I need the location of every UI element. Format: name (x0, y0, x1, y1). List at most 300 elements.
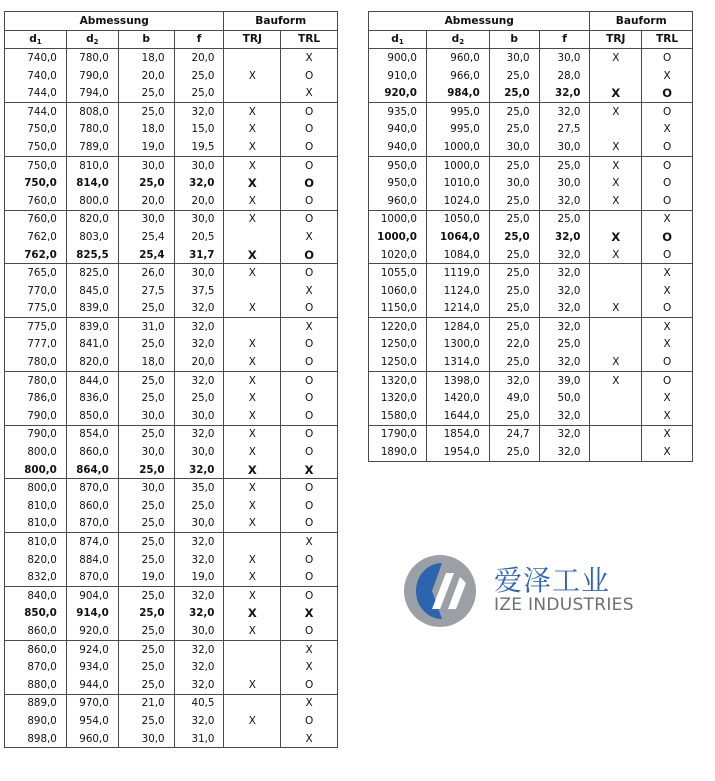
cell-d2: 984,0 (426, 84, 489, 102)
cell-d1: 889,0 (5, 694, 67, 712)
header-trl: TRL (642, 30, 693, 49)
cell-trl: O (642, 102, 693, 120)
dimension-table-right (368, 11, 693, 462)
cell-trl: O (281, 192, 338, 210)
cell-f: 32,0 (174, 336, 224, 354)
table-row (5, 694, 338, 712)
cell-trl: O (281, 210, 338, 228)
cell-b: 18,0 (118, 353, 174, 371)
cell-d1: 1000,0 (369, 228, 427, 246)
table-row (5, 497, 338, 515)
cell-trl: O (281, 389, 338, 407)
cell-trl: X (281, 228, 338, 246)
cell-b: 25,0 (118, 174, 174, 192)
cell-d2: 844,0 (66, 371, 118, 389)
table-row (369, 443, 693, 461)
cell-trj (224, 730, 281, 748)
cell-f: 30,0 (174, 622, 224, 640)
cell-d2: 789,0 (66, 138, 118, 156)
cell-d1: 940,0 (369, 138, 427, 156)
cell-d2: 995,0 (426, 121, 489, 139)
cell-d2: 870,0 (66, 568, 118, 586)
cell-b: 30,0 (118, 407, 174, 425)
cell-trl: X (642, 67, 693, 85)
cell-f: 32,0 (539, 84, 590, 102)
cell-f: 28,0 (539, 67, 590, 85)
cell-d2: 966,0 (426, 67, 489, 85)
cell-trl: X (642, 318, 693, 336)
cell-trl: O (281, 138, 338, 156)
cell-trj: X (590, 84, 642, 102)
table-row (369, 228, 693, 246)
cell-b: 30,0 (118, 443, 174, 461)
cell-d1: 1790,0 (369, 425, 427, 443)
table-row (369, 300, 693, 318)
cell-d1: 740,0 (5, 49, 67, 67)
cell-b: 25,0 (118, 658, 174, 676)
cell-f: 32,0 (539, 282, 590, 300)
cell-b: 25,0 (118, 371, 174, 389)
cell-trj: X (224, 497, 281, 515)
cell-b: 30,0 (118, 730, 174, 748)
cell-b: 18,0 (118, 121, 174, 139)
cell-b: 25,0 (118, 300, 174, 318)
table-row (5, 156, 338, 174)
cell-d1: 820,0 (5, 551, 67, 569)
cell-b: 25,0 (118, 551, 174, 569)
cell-b: 25,0 (489, 210, 539, 228)
cell-b: 25,0 (118, 622, 174, 640)
cell-d1: 750,0 (5, 174, 67, 192)
table-row (5, 605, 338, 623)
table-row (369, 336, 693, 354)
cell-d1: 920,0 (369, 84, 427, 102)
cell-trj: X (224, 336, 281, 354)
cell-f: 20,0 (174, 49, 224, 67)
cell-d1: 750,0 (5, 138, 67, 156)
cell-trj (590, 318, 642, 336)
cell-d2: 808,0 (66, 102, 118, 120)
cell-f: 32,0 (174, 102, 224, 120)
cell-b: 27,5 (118, 282, 174, 300)
cell-f: 25,0 (539, 156, 590, 174)
table-row (5, 407, 338, 425)
cell-trl: O (642, 300, 693, 318)
cell-f: 30,0 (539, 49, 590, 67)
cell-trj: X (224, 264, 281, 282)
cell-d1: 775,0 (5, 318, 67, 336)
cell-d2: 944,0 (66, 676, 118, 694)
cell-b: 25,0 (118, 336, 174, 354)
cell-trj: X (224, 479, 281, 497)
cell-d2: 854,0 (66, 425, 118, 443)
cell-f: 30,0 (539, 174, 590, 192)
cell-d2: 1024,0 (426, 192, 489, 210)
cell-trj: X (224, 174, 281, 192)
cell-trj: X (224, 210, 281, 228)
cell-f: 32,0 (539, 443, 590, 461)
cell-f: 32,0 (174, 425, 224, 443)
cell-d2: 1314,0 (426, 353, 489, 371)
cell-d2: 780,0 (66, 49, 118, 67)
cell-trl: O (281, 497, 338, 515)
cell-trl: O (642, 174, 693, 192)
cell-b: 31,0 (118, 318, 174, 336)
table-row (5, 640, 338, 658)
table-row (5, 300, 338, 318)
cell-trj (590, 443, 642, 461)
cell-f: 32,0 (174, 658, 224, 676)
cell-trj: X (224, 371, 281, 389)
cell-b: 21,0 (118, 694, 174, 712)
cell-trj: X (224, 121, 281, 139)
cell-f: 20,0 (174, 353, 224, 371)
cell-d2: 1124,0 (426, 282, 489, 300)
cell-trj (590, 407, 642, 425)
table-row (369, 174, 693, 192)
cell-d2: 924,0 (66, 640, 118, 658)
cell-trl: X (642, 425, 693, 443)
table-row (5, 533, 338, 551)
cell-f: 32,0 (539, 353, 590, 371)
cell-d2: 1084,0 (426, 246, 489, 264)
cell-f: 31,7 (174, 246, 224, 264)
cell-trj: X (224, 138, 281, 156)
cell-trl: O (642, 228, 693, 246)
cell-f: 19,5 (174, 138, 224, 156)
table-row (369, 246, 693, 264)
cell-f: 25,0 (174, 497, 224, 515)
cell-d2: 1010,0 (426, 174, 489, 192)
cell-b: 25,0 (489, 192, 539, 210)
cell-f: 30,0 (174, 264, 224, 282)
cell-trl: X (281, 605, 338, 623)
cell-f: 15,0 (174, 121, 224, 139)
cell-b: 25,0 (489, 407, 539, 425)
cell-d2: 870,0 (66, 515, 118, 533)
table-row (5, 515, 338, 533)
table-row (369, 425, 693, 443)
cell-b: 25,0 (118, 605, 174, 623)
table-row (5, 102, 338, 120)
logo-chinese-name: 爱泽工业 (494, 564, 611, 597)
cell-trj: X (590, 174, 642, 192)
table-row (5, 318, 338, 336)
cell-d1: 1580,0 (369, 407, 427, 425)
cell-d1: 850,0 (5, 605, 67, 623)
table-row (5, 49, 338, 67)
cell-f: 25,0 (174, 389, 224, 407)
cell-b: 25,0 (118, 640, 174, 658)
cell-f: 32,0 (539, 300, 590, 318)
cell-b: 19,0 (118, 138, 174, 156)
cell-trl: O (281, 371, 338, 389)
cell-trl: X (281, 730, 338, 748)
cell-b: 20,0 (118, 67, 174, 85)
cell-d1: 960,0 (369, 192, 427, 210)
cell-trj: X (224, 389, 281, 407)
table-row (369, 318, 693, 336)
cell-f: 32,0 (539, 228, 590, 246)
cell-d2: 970,0 (66, 694, 118, 712)
table-row (5, 192, 338, 210)
cell-trj: X (590, 138, 642, 156)
cell-d2: 960,0 (426, 49, 489, 67)
cell-trj (224, 318, 281, 336)
cell-d1: 935,0 (369, 102, 427, 120)
cell-trj: X (590, 228, 642, 246)
cell-b: 25,0 (118, 587, 174, 605)
table-row (5, 371, 338, 389)
cell-trl: X (642, 336, 693, 354)
cell-trl: X (281, 49, 338, 67)
cell-b: 25,0 (118, 515, 174, 533)
cell-d1: 760,0 (5, 210, 67, 228)
cell-b: 30,0 (489, 174, 539, 192)
cell-d1: 740,0 (5, 67, 67, 85)
cell-trl: X (281, 658, 338, 676)
cell-trl: X (281, 694, 338, 712)
cell-b: 25,4 (118, 228, 174, 246)
cell-d2: 1064,0 (426, 228, 489, 246)
cell-trj: X (224, 587, 281, 605)
table-row (369, 210, 693, 228)
cell-d1: 760,0 (5, 192, 67, 210)
cell-d2: 1050,0 (426, 210, 489, 228)
cell-trl: O (281, 156, 338, 174)
cell-trl: O (281, 515, 338, 533)
cell-trj (590, 282, 642, 300)
header-bauform: Bauform (590, 12, 693, 31)
cell-d1: 810,0 (5, 497, 67, 515)
cell-trl: X (281, 640, 338, 658)
cell-f: 32,0 (174, 605, 224, 623)
table-row (5, 461, 338, 479)
table-row (369, 156, 693, 174)
cell-d2: 800,0 (66, 192, 118, 210)
cell-d2: 870,0 (66, 479, 118, 497)
table-row (369, 371, 693, 389)
logo-emblem-icon (402, 553, 480, 629)
cell-d2: 954,0 (66, 712, 118, 730)
table-row (5, 658, 338, 676)
cell-trl: O (281, 300, 338, 318)
cell-d1: 800,0 (5, 461, 67, 479)
cell-f: 32,0 (539, 425, 590, 443)
cell-b: 25,4 (118, 246, 174, 264)
cell-d2: 874,0 (66, 533, 118, 551)
cell-trj (224, 640, 281, 658)
cell-d1: 800,0 (5, 479, 67, 497)
cell-d1: 870,0 (5, 658, 67, 676)
cell-b: 25,0 (118, 676, 174, 694)
cell-b: 25,0 (118, 84, 174, 102)
cell-d2: 810,0 (66, 156, 118, 174)
cell-trj (590, 425, 642, 443)
cell-d2: 820,0 (66, 353, 118, 371)
cell-d2: 790,0 (66, 67, 118, 85)
table-row (369, 84, 693, 102)
cell-trl: O (642, 138, 693, 156)
cell-f: 32,0 (174, 533, 224, 551)
cell-trl: X (642, 443, 693, 461)
cell-f: 19,0 (174, 568, 224, 586)
table-row (369, 138, 693, 156)
cell-trl: O (281, 264, 338, 282)
table-row (5, 84, 338, 102)
cell-trj: X (224, 568, 281, 586)
cell-trj: X (224, 551, 281, 569)
cell-b: 24,7 (489, 425, 539, 443)
cell-d1: 890,0 (5, 712, 67, 730)
header-f: f (539, 30, 590, 49)
cell-trl: O (281, 587, 338, 605)
header-bauform: Bauform (224, 12, 338, 31)
cell-trj: X (224, 461, 281, 479)
cell-d2: 820,0 (66, 210, 118, 228)
table-row (5, 264, 338, 282)
cell-f: 50,0 (539, 389, 590, 407)
cell-trj: X (224, 622, 281, 640)
cell-trl: O (281, 712, 338, 730)
cell-b: 25,0 (489, 228, 539, 246)
cell-trj: X (224, 515, 281, 533)
header-d2: $d_2$ (426, 30, 489, 49)
table-row (369, 282, 693, 300)
cell-trl: X (642, 264, 693, 282)
cell-f: 32,0 (174, 676, 224, 694)
cell-d2: 1000,0 (426, 156, 489, 174)
cell-trj: X (224, 676, 281, 694)
table-row (5, 443, 338, 461)
cell-d2: 860,0 (66, 443, 118, 461)
cell-trl: O (281, 67, 338, 85)
cell-d1: 950,0 (369, 156, 427, 174)
table-row (5, 121, 338, 139)
cell-b: 25,0 (489, 102, 539, 120)
cell-trj (590, 121, 642, 139)
cell-d2: 1398,0 (426, 371, 489, 389)
cell-d2: 884,0 (66, 551, 118, 569)
cell-trj: X (224, 407, 281, 425)
cell-f: 40,5 (174, 694, 224, 712)
table-row (5, 425, 338, 443)
cell-d1: 1060,0 (369, 282, 427, 300)
cell-d2: 864,0 (66, 461, 118, 479)
header-b: b (489, 30, 539, 49)
cell-trj (590, 67, 642, 85)
cell-d2: 860,0 (66, 497, 118, 515)
cell-d1: 898,0 (5, 730, 67, 748)
cell-trl: O (281, 102, 338, 120)
cell-f: 25,0 (539, 336, 590, 354)
cell-d2: 1954,0 (426, 443, 489, 461)
cell-b: 20,0 (118, 192, 174, 210)
cell-trj: X (590, 371, 642, 389)
cell-d1: 770,0 (5, 282, 67, 300)
cell-trl: X (281, 461, 338, 479)
cell-d2: 1644,0 (426, 407, 489, 425)
cell-d1: 744,0 (5, 84, 67, 102)
cell-d2: 920,0 (66, 622, 118, 640)
cell-f: 32,0 (174, 712, 224, 730)
cell-b: 18,0 (118, 49, 174, 67)
table-row (369, 264, 693, 282)
cell-b: 30,0 (489, 49, 539, 67)
cell-trl: O (281, 622, 338, 640)
cell-trl: X (281, 533, 338, 551)
cell-f: 31,0 (174, 730, 224, 748)
cell-trj: X (224, 605, 281, 623)
cell-d1: 810,0 (5, 533, 67, 551)
cell-trj (590, 264, 642, 282)
cell-b: 25,0 (489, 67, 539, 85)
cell-trl: X (642, 121, 693, 139)
cell-b: 25,0 (489, 282, 539, 300)
cell-f: 30,0 (174, 407, 224, 425)
cell-trj: X (224, 192, 281, 210)
cell-d1: 940,0 (369, 121, 427, 139)
cell-trj: X (224, 102, 281, 120)
cell-f: 25,0 (174, 84, 224, 102)
cell-f: 25,0 (174, 67, 224, 85)
cell-d2: 914,0 (66, 605, 118, 623)
cell-b: 30,0 (118, 156, 174, 174)
cell-d2: 960,0 (66, 730, 118, 748)
cell-d1: 900,0 (369, 49, 427, 67)
cell-f: 30,0 (174, 443, 224, 461)
cell-trl: O (281, 551, 338, 569)
cell-f: 39,0 (539, 371, 590, 389)
cell-d1: 786,0 (5, 389, 67, 407)
cell-b: 25,0 (118, 102, 174, 120)
table-row (5, 210, 338, 228)
cell-d2: 803,0 (66, 228, 118, 246)
cell-d1: 775,0 (5, 300, 67, 318)
cell-trl: O (281, 353, 338, 371)
table-row (5, 389, 338, 407)
cell-d1: 1055,0 (369, 264, 427, 282)
cell-d1: 744,0 (5, 102, 67, 120)
table-row (5, 138, 338, 156)
cell-b: 25,0 (118, 533, 174, 551)
cell-trl: O (281, 246, 338, 264)
cell-b: 25,0 (118, 389, 174, 407)
table-row (369, 192, 693, 210)
header-d1: $d_1$ (5, 30, 67, 49)
cell-d1: 780,0 (5, 353, 67, 371)
cell-trj (224, 84, 281, 102)
cell-trj: X (224, 246, 281, 264)
cell-b: 25,0 (489, 84, 539, 102)
cell-d1: 810,0 (5, 515, 67, 533)
cell-f: 32,0 (539, 102, 590, 120)
header-trl: TRL (281, 30, 338, 49)
cell-trl: O (642, 84, 693, 102)
table-row (5, 676, 338, 694)
cell-f: 35,0 (174, 479, 224, 497)
cell-d1: 1150,0 (369, 300, 427, 318)
table-row (369, 353, 693, 371)
cell-trj: X (224, 156, 281, 174)
cell-trj: X (224, 353, 281, 371)
cell-d1: 765,0 (5, 264, 67, 282)
cell-f: 32,0 (539, 246, 590, 264)
cell-trl: O (642, 192, 693, 210)
cell-d1: 1250,0 (369, 336, 427, 354)
cell-d1: 762,0 (5, 246, 67, 264)
table-row (369, 67, 693, 85)
